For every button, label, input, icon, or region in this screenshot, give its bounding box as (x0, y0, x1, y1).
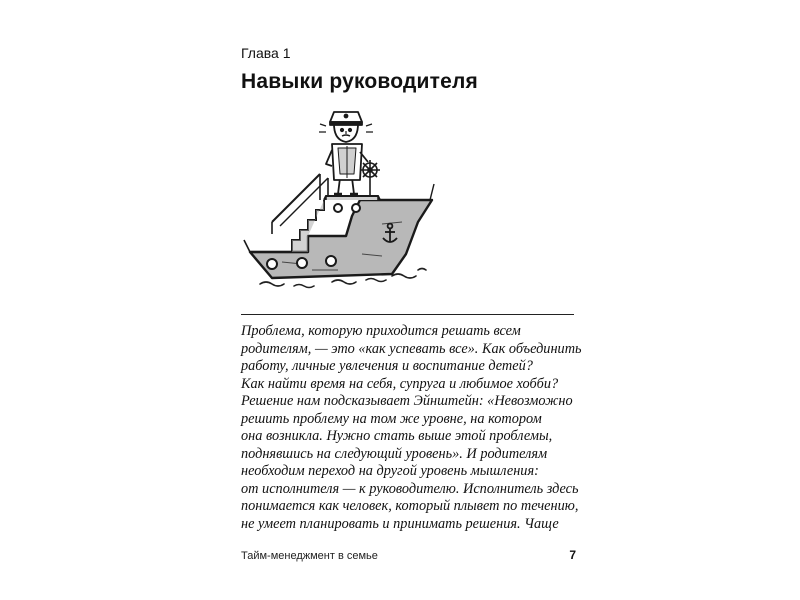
body-line: Как найти время на себя, супруга и любимое хобби? (241, 375, 559, 392)
body-line: родителям, — это «как успевать все». Как объединить (241, 340, 582, 357)
body-line: понимается как человек, который плывет по течению, (241, 498, 579, 514)
body-line: необходим переход на другой уровень мышления: (241, 463, 539, 479)
chapter-title: Навыки руководителя (241, 70, 479, 93)
running-footer-title: Тайм-менеджмент в семье (241, 550, 378, 562)
body-line: от исполнителя — к руководителю. Исполнитель здесь (241, 480, 579, 497)
helm-wheel-icon (360, 160, 380, 196)
section-divider (241, 314, 574, 315)
body-line: она возникла. Нужно стать выше этой проблемы, (241, 428, 553, 444)
page-number: 7 (569, 548, 576, 562)
body-line: работу, личные увлечения и воспитание детей? (241, 358, 533, 374)
captain-on-ship-icon (242, 104, 450, 296)
body-line: решить проблему на том же уровне, на котором (241, 410, 542, 427)
captain-figure (319, 112, 373, 194)
body-line: Решение нам подсказывает Эйнштейн: «Невозможно (241, 393, 573, 409)
body-line: поднявшись на следующий уровень». И родителям (241, 445, 548, 462)
body-line: не умеет планировать и принимать решения. Чаще (241, 515, 559, 532)
body-line: Проблема, которую приходится решать всем (241, 323, 521, 339)
chapter-label: Глава 1 (241, 45, 291, 61)
body-paragraph (241, 323, 581, 533)
